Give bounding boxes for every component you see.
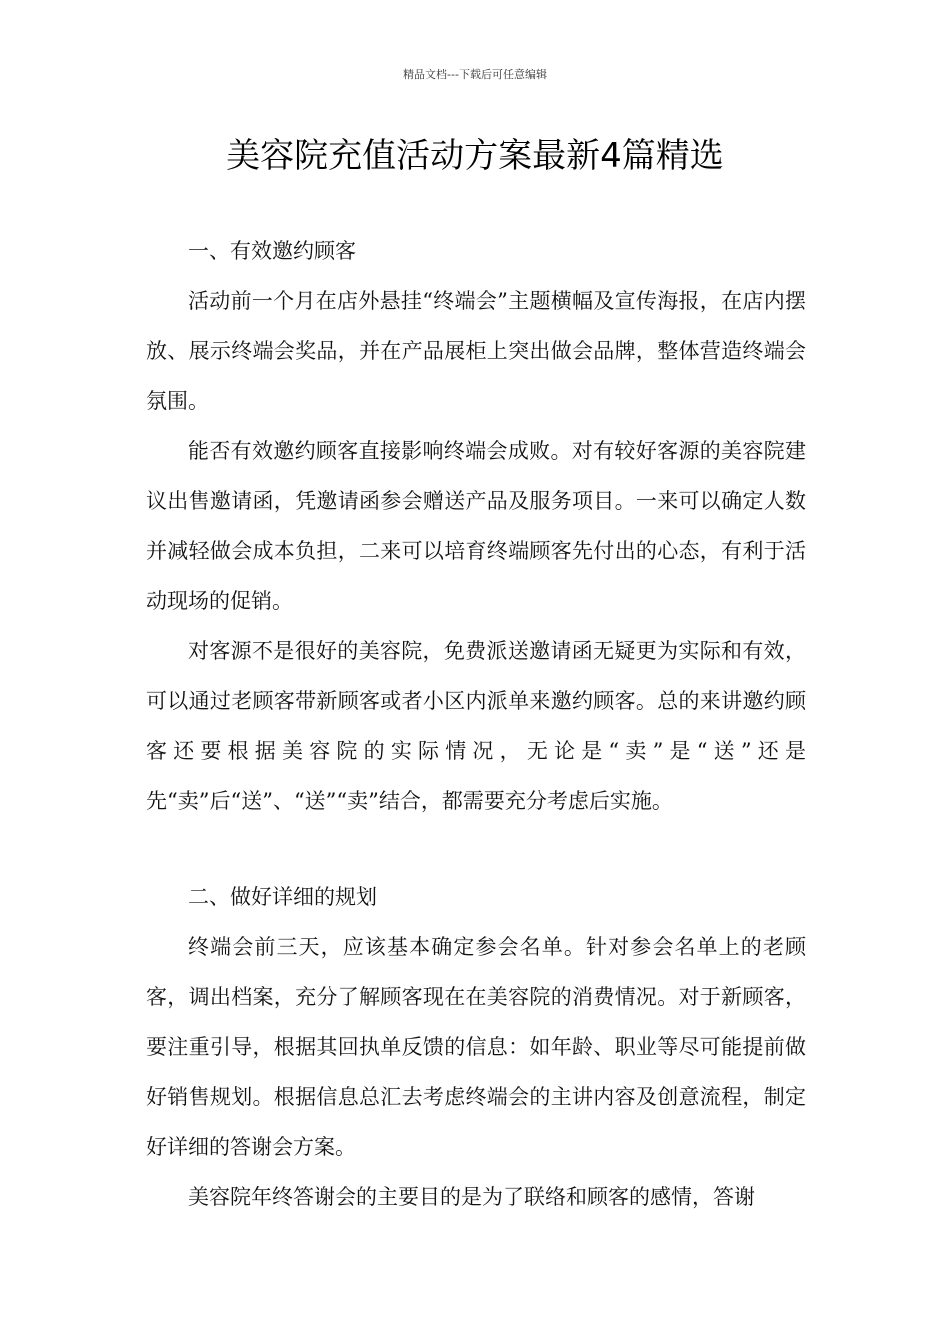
document-title: 美容院充值活动方案最新4篇精选 xyxy=(226,136,724,176)
paragraph: 对客源不是很好的美容院，免费派送邀请函无疑更为实际和有效，可以通过老顾客带新顾客或者小区内派单来邀约顾客。总的来讲邀约顾客还要根据美容院的实际情况，无论是“卖”是“送”还是先“卖”后“送”、“送”“卖”结合，都需要充分考虑后实施。 xyxy=(146,639,806,813)
section-1 xyxy=(146,226,806,826)
paragraph: 终端会前三天，应该基本确定参会名单。针对参会名单上的老顾客，调出档案，充分了解顾客现在在美容院的消费情况。对于新顾客，要注重引导，根据其回执单反馈的信息：如年龄、职业等尽可能提前做好销售规划。根据信息总汇去考虑终端会的主讲内容及创意流程，制定好详细的答谢会方案。 xyxy=(146,935,806,1159)
paragraph: 活动前一个月在店外悬挂“终端会”主题横幅及宣传海报，在店内摆放、展示终端会奖品，并在产品展柜上突出做会品牌，整体营造终端会氛围。 xyxy=(146,289,806,413)
section-heading: 二、做好详细的规划 xyxy=(188,885,377,909)
paragraph: 美容院年终答谢会的主要目的是为了联络和顾客的感情，答谢 xyxy=(188,1185,755,1209)
running-header: 精品文档---下载后可任意编辑 xyxy=(403,68,547,81)
paragraph: 能否有效邀约顾客直接影响终端会成败。对有较好客源的美容院建议出售邀请函，凭邀请函参会赠送产品及服务项目。一来可以确定人数并减轻做会成本负担，二来可以培育终端顾客先付出的心态，有利于活动现场的促销。 xyxy=(146,439,806,613)
section-2 xyxy=(146,872,806,1222)
section-heading: 一、有效邀约顾客 xyxy=(188,239,356,263)
